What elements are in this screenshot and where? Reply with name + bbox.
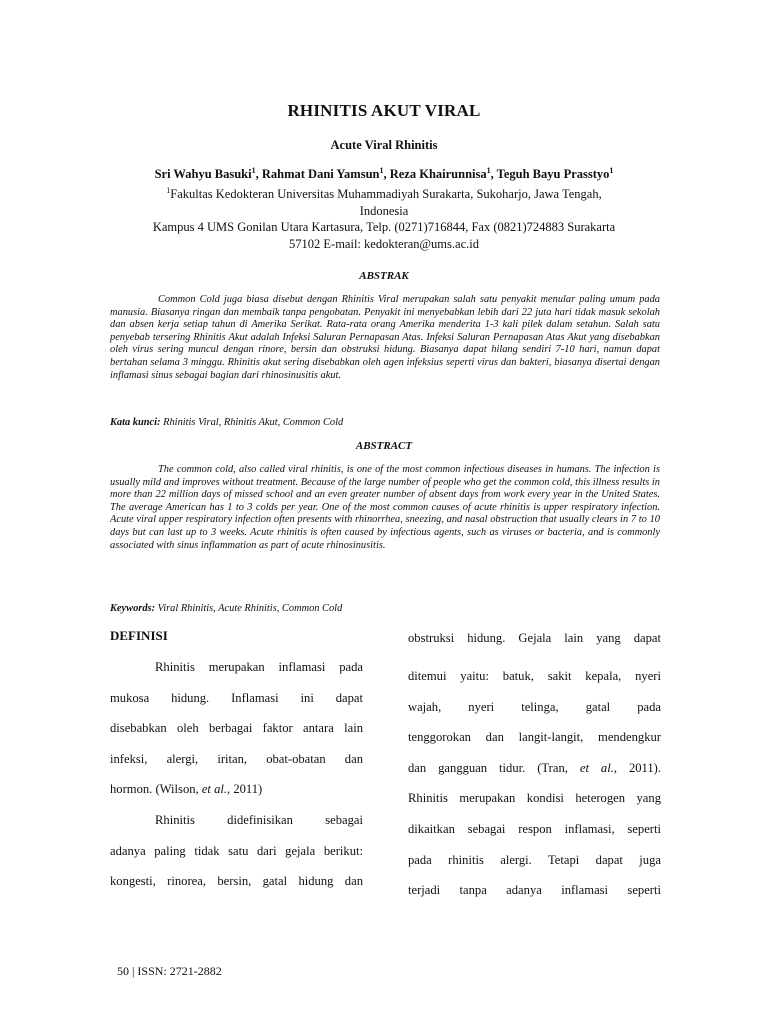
abstract-body: The common cold, also called viral rhinitis, is one of the most common infectious diseases in humans. The infection is usually mild and improves without treatment. Because of the large number of people who get the common cold, this illness results in more than 22 million days of missed school and an even greater number of absent days from work every year in the United States. The average American has 1 to 3 colds per year. One of the most common causes of acute rhinitis is upper respiratory infection. Acute viral upper respiratory infection often presents with rhinorrhea, sneezing, and nasal obstruction that usually clears in 7 to 10 days but can last up to 3 weeks. Acute rhinitis is often caused by infectious agents, such as viruses or bacteria, and is commonly associated with sinus inflammation as part of acute rhinosinusitis.: [110, 464, 660, 551]
body-line: wajah, nyeri telinga, gatal pada: [408, 699, 661, 714]
body-line-citation: dan gangguan tidur. (Tran, et al., 2011).: [408, 760, 662, 775]
body-line: ditemui yaitu: batuk, sakit kepala, nyeri: [408, 669, 661, 683]
affiliation-line: 57102 E-mail: kedokteran@ums.ac.id: [289, 236, 479, 251]
kata-kunci: [110, 417, 660, 428]
abstrak-heading: ABSTRAK: [359, 270, 409, 282]
affiliation-line: Kampus 4 UMS Gonilan Utara Kartasura, Telp. (0271)716844, Fax (0821)724883 Surakarta: [152, 220, 616, 235]
keywords-label: Keywords:: [110, 603, 156, 614]
body-line: mukosa hidung. Inflamasi ini dapat: [110, 690, 363, 705]
author-name: Reza Khairunnisa: [389, 167, 487, 182]
body-line: Rhinitis merupakan inflamasi pada: [155, 660, 363, 674]
body-line: Rhinitis merupakan kondisi heterogen yang: [408, 791, 661, 806]
body-line: terjadi tanpa adanya inflamasi seperti: [408, 883, 661, 898]
kata-kunci-values: Rhinitis Viral, Rhinitis Akut, Common Cold: [163, 417, 344, 428]
body-line: obstruksi hidung. Gejala lain yang dapat: [408, 631, 661, 645]
body-line: dikaitkan sebagai respon inflamasi, seperti: [408, 821, 661, 836]
left-column: [110, 626, 363, 897]
kata-kunci-label: Kata kunci:: [110, 417, 161, 428]
keywords: [110, 603, 660, 614]
affiliation: $^1$Fakultas Kedokteran Universitas Muhammadiyah Surakarta, Sukoharjo, Jawa Tengah, Indonesia Kampus 4 UMS Gonilan Utara Kartasura, Telp. (0271)716844, Fax (0821)724883 Surakarta 57102 E-mail: kedokteran@ums.ac.id: [110, 183, 658, 252]
body-line: tenggorokan dan langit-langit, mendengkur: [408, 730, 661, 745]
author-name: Sri Wahyu Basuki: [154, 167, 252, 182]
issn: ISSN: 2721-2882: [137, 964, 222, 978]
affiliation-line: Indonesia: [359, 203, 409, 218]
body-line: kongesti, rinorea, bersin, gatal hidung dan: [110, 874, 363, 889]
paper-subtitle: Acute Viral Rhinitis: [330, 138, 438, 152]
paper-title: RHINITIS AKUT VIRAL: [287, 101, 481, 120]
abstract-heading: ABSTRACT: [355, 440, 413, 452]
body-line: adanya paling tidak satu dari gejala berikut:: [110, 843, 363, 858]
author-name: Rahmat Dani Yamsun: [261, 167, 380, 182]
page-footer: 50 | ISSN: 2721-2882: [117, 964, 222, 978]
author-name: Teguh Bayu Prasstyo: [496, 167, 610, 182]
page-number: 50: [117, 964, 129, 978]
body-line: infeksi, alergi, iritan, obat-obatan dan: [110, 751, 363, 766]
body-line-citation: hormon. (Wilson, et al., 2011): [110, 782, 263, 797]
right-column: [408, 628, 661, 906]
abstrak-body: Common Cold juga biasa disebut dengan Rhinitis Viral merupakan salah satu penyakit menular paling umum pada manusia. Biasanya ringan dan membaik tanpa pengobatan. Penyakit ini menyebabkan lebih dari 22 juta hari tidak masuk sekolah dan absen kerja setiap tahun di Amerika Serikat. Rata-rata orang Amerika menderita 1-3 kali pilek dalam setahun. Salah satu penyebab tersering Rhinitis Akut adalah Infeksi Saluran Pernapasan Atas. Infeksi Saluran Pernapasan Atas Akut yang disebabkan oleh virus sering muncul dengan rinore, bersin dan obstruksi hidung. Biasanya dapat hilang sendiri 7-10 hari, namun dapat bertahan selama 3 minggu. Rhinitis akut sering disebabkan oleh agen infeksius seperti virus dan bakteri, biasanya disertai dengan inflamasi sinus sebagai bagian dari rhinosinusitis akut.: [110, 294, 660, 381]
definisi-heading: DEFINISI: [110, 628, 168, 643]
body-line: disebabkan oleh berbagai faktor antara lain: [110, 721, 363, 736]
author-list: Sri Wahyu Basuki$^1$, Rahmat Dani Yamsun$^1$, Reza Khairunnisa$^1$, Teguh Bayu Prasstyo$^1$: [154, 166, 614, 182]
affiliation-line: Fakultas Kedokteran Universitas Muhammadiyah Surakarta, Sukoharjo, Jawa Tengah,: [170, 187, 602, 202]
body-line: pada rhinitis alergi. Tetapi dapat juga: [408, 852, 661, 867]
body-line: Rhinitis didefinisikan sebagai: [155, 812, 363, 827]
keywords-values: Viral Rhinitis, Acute Rhinitis, Common Cold: [157, 603, 343, 614]
